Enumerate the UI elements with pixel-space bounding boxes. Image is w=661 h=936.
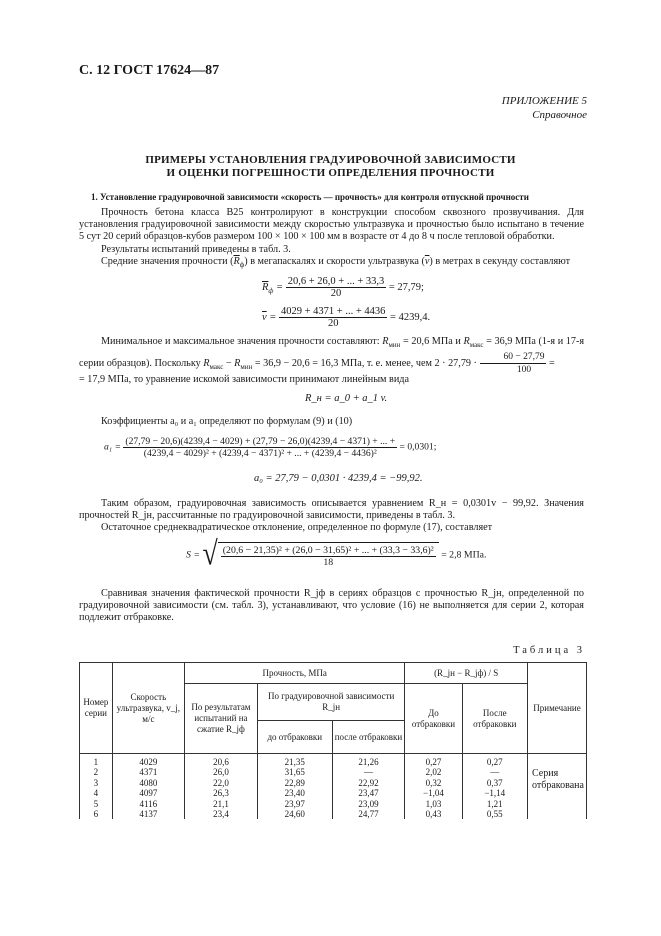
cell-speed: 4137 [112,809,184,819]
paragraph-comparison: Сравнивая значения фактической прочности R_jф в сериях образцов с прочностью R_jн, определенной по градуировочной зависимости (см. табл. 3), устанавливают, что условие (16) не выполняется для серии 2, которая подлежит отбраковке. [79,588,584,624]
header-series: Номер серии [80,663,113,754]
equation-a0: a₀ = 27,79 − 0,0301 · 4239,4 = −99,92. [254,473,423,484]
cell-strength-before: 23,97 [257,799,332,809]
paragraph-results: Результаты испытаний приведены в табл. 3. [101,244,291,255]
table-row [80,809,587,819]
table-row [80,788,587,798]
cell-ratio-before: 0,32 [405,778,462,788]
cell-ratio-before: 0,27 [405,754,462,768]
frac4-denominator: 100 [516,365,532,376]
eq1-denominator: 20 [330,288,342,299]
equation-linear-model: R_н = a_0 + a_1 v. [305,393,388,404]
cell-ratio-after: 0,55 [462,809,527,819]
cell-ratio-after: — [462,767,527,777]
cell-strength-after: 23,47 [332,788,405,798]
cell-note [528,754,587,820]
cell-strength-test: 20,6 [184,754,257,768]
eq1-result: = 27,79; [388,281,424,293]
paragraph-minmax: Минимальное и максимальное значения прочности составляют: $R_{мин} = 20,6$ МПа и $R_{макс} = 36,9$ МПа (1-я и 17-я серии образцов). Поскольку $R_{макс} - R_{мин} = 36,9 - 20,6 = 16,3$ МПа, т. е. менее, чем 2 · 27,79 · $\frac{60 - 27,79}{100}$ = [79,336,585,376]
eq2-denominator: 20 [327,318,339,329]
table-row [80,799,587,809]
page-header: С. 12 ГОСТ 17624—87 [79,63,220,78]
cell-strength-before: 31,65 [257,767,332,777]
appendix-number: ПРИЛОЖЕНИЕ 5 [501,95,587,107]
minmax-text-d: = 36,9 − 20,6 = 16,3 МПа, т. е. менее, чем 2 · 27,79 · [254,358,477,370]
cell-speed: 4116 [112,799,184,809]
cell-strength-after: 24,77 [332,809,405,819]
header-note: Примечание [528,663,587,754]
cell-series: 5 [80,799,113,809]
header-by-dependency: По градуировочной зависимости R_jн [257,684,404,721]
cell-strength-after: — [332,767,405,777]
cell-strength-test: 26,3 [184,788,257,798]
paragraph-deviation: Остаточное среднеквадратическое отклонение, определенное по формуле (17), составляет [101,522,493,533]
paragraph-dependency: Таким образом, градуировочная зависимость описывается уравнением R_н = 0,0301v − 99,92. Значения прочностей R_jн, рассчитанные по градуировочной зависимости, приведены в табл. 3. [79,498,584,522]
means-text-a: Средние значения прочности ( [101,256,234,267]
document-title [0,154,661,180]
title-line-2: И ОЦЕНКИ ПОГРЕШНОСТИ ОПРЕДЕЛЕНИЯ ПРОЧНОСТИ [166,167,495,179]
eq2-result: = 4239,4. [390,311,431,323]
cell-ratio-before: 0,43 [405,809,462,819]
eq6-lhs: S = [186,549,200,561]
table-row [80,754,587,768]
cell-strength-before: 23,40 [257,788,332,798]
header-ratio: (R_jн − R_jф) / S [405,663,528,684]
table-row [80,767,587,777]
equation-std-deviation: S = √ $\frac{\text{(20,6 − 21,35)² + (26,0 − 31,65)² + ... + (33,3 − 33,6)²}}{18}$ = 2,8 МПа. [186,535,487,573]
eq4-denominator: (4239,4 − 4029)² + (4239,4 − 4371)² + ... + (4239,4 − 4436)² [143,448,377,459]
cell-speed: 4080 [112,778,184,788]
equation-mean-speed: $\overline{v}$ = $\frac{4029 + 4371 + ... + 4436}{20}$ = 4239,4. [262,306,431,329]
eq4-result: = 0,0301; [399,441,437,453]
section-heading: 1. Установление градуировочной зависимости «скорость — прочность» для контроля отпускной прочности [91,192,529,202]
cell-ratio-before: −1,04 [405,788,462,798]
table-caption: Таблица 3 [513,645,585,656]
cell-strength-before: 21,35 [257,754,332,768]
paragraph-coefficients: Коэффициенты a₀ и a₁ определяют по формулам (9) и (10) [101,416,353,427]
cell-speed: 4097 [112,788,184,798]
cell-ratio-after: 0,37 [462,778,527,788]
paragraph-means: Средние значения прочности $(\overline{R}_ф)$ в мегапаскалях и скорости ультразвука $(\overline{v})$ в метрах в секунду составляют [101,256,571,270]
equation-a1 [104,436,436,459]
cell-ratio-after: 0,27 [462,754,527,768]
header-by-tests: По результатам испытаний на сжатие R_jф [184,684,257,754]
cell-ratio-before: 2,02 [405,767,462,777]
cell-series: 6 [80,809,113,819]
header-speed: Скорость ультразвука, v_j, м/с [112,663,184,754]
table-row [80,778,587,788]
eq4-numerator: (27,79 − 20,6)(4239,4 − 4029) + (27,79 − 26,0)(4239,4 − 4371) + ... + [125,436,396,447]
cell-strength-before: 24,60 [257,809,332,819]
eq2-numerator: 4029 + 4371 + ... + 4436 [281,306,386,317]
cell-strength-after: 22,92 [332,778,405,788]
minmax-text-c: = 36,9 МПа (1-я и 17-я серии образцов). Поскольку [79,336,585,370]
appendix-label [502,94,587,122]
header-ratio-before: До отбраковки [405,684,462,754]
paragraph-intro: Прочность бетона класса В25 контролируют в конструкции способом сквозного прозвучивания. Для установления градуировочной зависимости между скоростью ультразвука и прочностью было испытано в течение 5 сут 20 серий образцов-кубов размером 100 × 100 × 100 мм в возрасте от 4 до 8 ч после тепловой обработки. [79,207,584,243]
means-text-c: ) в метрах в секунду составляют [429,256,571,267]
cell-strength-test: 23,4 [184,809,257,819]
header-strength: Прочность, МПа [184,663,404,684]
means-text-b: ) в мегапаскалях и скорости ультразвука ( [244,256,425,267]
cell-series: 1 [80,754,113,768]
frac4-numerator: 60 − 27,79 [480,351,547,364]
cell-series: 4 [80,788,113,798]
cell-ratio-before: 1,03 [405,799,462,809]
header-ratio-after: После отбраковки [462,684,527,754]
eq1-numerator: 20,6 + 26,0 + ... + 33,3 [287,276,385,287]
equation-mean-strength: $\overline{R}_ф$ = $\frac{20,6 + 26,0 + ... + 33,3}{20}$ = 27,79; [262,276,424,299]
eq6-numerator: (20,6 − 21,35)² + (26,0 − 31,65)² + ... + (33,3 − 33,6)² [222,545,434,556]
note-text: Серия отбракована [532,768,584,791]
cell-speed: 4029 [112,754,184,768]
eq6-result: = 2,8 МПа. [441,549,487,561]
cell-strength-test: 22,0 [184,778,257,788]
eq4-lhs: a₁ = [104,441,122,453]
eq6-denominator: 18 [323,557,334,568]
cell-ratio-after: −1,14 [462,788,527,798]
cell-strength-test: 26,0 [184,767,257,777]
cell-series: 2 [80,767,113,777]
cell-strength-after: 23,09 [332,799,405,809]
cell-strength-after: 21,26 [332,754,405,768]
minmax-text-a: Минимальное и максимальное значения прочности составляют: [101,336,380,347]
minmax-text-b: = 20,6 МПа и [403,336,461,347]
cell-speed: 4371 [112,767,184,777]
cell-strength-before: 22,89 [257,778,332,788]
cell-strength-test: 21,1 [184,799,257,809]
header-after: после отбраковки [332,721,405,754]
title-line-1: ПРИМЕРЫ УСТАНОВЛЕНИЯ ГРАДУИРОВОЧНОЙ ЗАВИСИМОСТИ [145,154,516,166]
paragraph-linear: = 17,9 МПа, то уравнение искомой зависимости принимают линейным вида [79,374,410,385]
results-table [79,662,587,819]
header-before: до отбраковки [257,721,332,754]
cell-series: 3 [80,778,113,788]
appendix-type: Справочное [532,109,587,121]
cell-ratio-after: 1,21 [462,799,527,809]
